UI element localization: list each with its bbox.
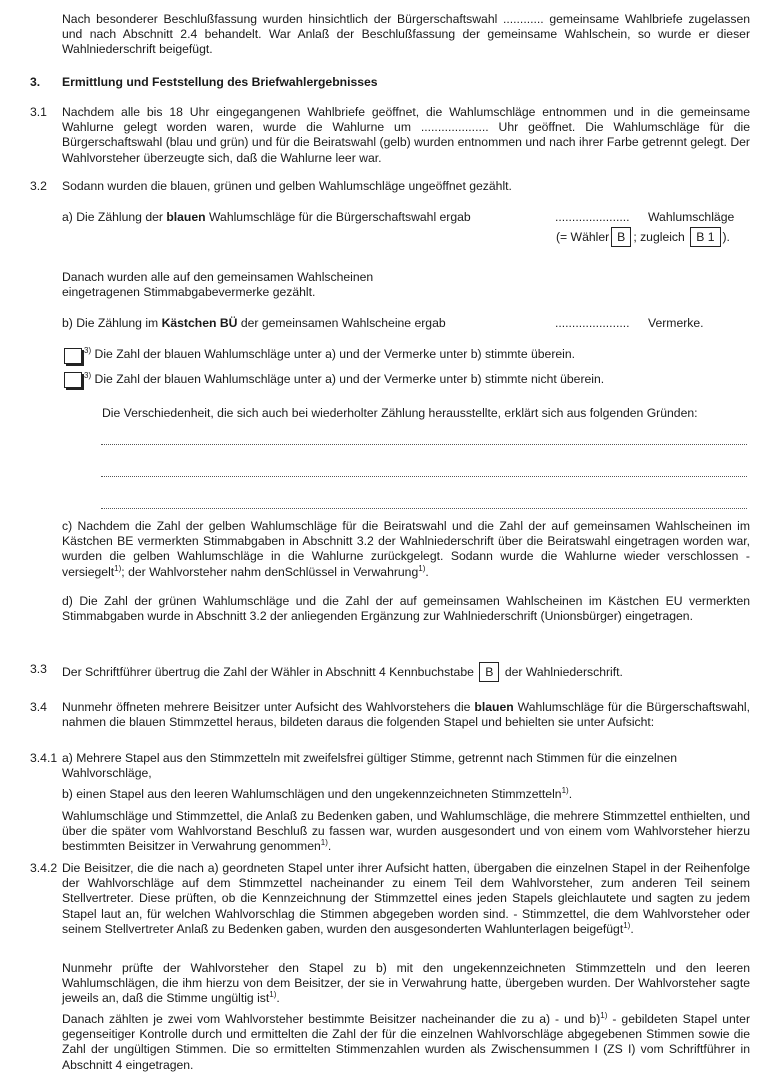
marks-unit: Vermerke.: [648, 316, 704, 330]
intro-paragraph: Nach besonderer Beschlußfassung wurden hinsichtlich der Bürgerschaftswahl ............ gemeinsame Wahlbriefe zugelassen und nach Abschnitt 2.4 behandelt. War Anlaß der Beschlußfassung der gemeinsame Wahlschein, so wurde er dieser Wahlniederschrift beigefügt.: [62, 12, 750, 57]
envelopes-unit: Wahlumschläge: [648, 210, 735, 224]
checkbox-match-label: $^{3)}$ Die Zahl der blauen Wahlumschläge unter a) und der Vermerke unter b) stimmte überein.: [84, 345, 576, 361]
checkbox-match[interactable]: [64, 348, 82, 364]
reason-line-3[interactable]: [101, 508, 747, 509]
section-3-4-2-p2: Nunmehr prüfte der Wahlvorsteher den Stapel zu b) mit den ungekennzeichneten Stimmzetteln und den leeren Wahlumschlägen, die ihm hierzu von dem Beisitzer, der sie in Verwahrung hatte, übergeben wurden. Der Wahlvorsteher sagte jeweils an, daß die Stimme ungültig ist$^{1)}$.: [62, 961, 750, 1006]
checkbox-mismatch[interactable]: [64, 372, 82, 388]
section-3-1-text: Nachdem alle bis 18 Uhr eingegangenen Wahlbriefe geöffnet, die Wahlumschläge entnommen und in die gemeinsame Wahlurne gelegt worden waren, wurde die Wahlurne um .................... Uhr geöffnet. Die Wahlumschläge für die Bürgerschaftswahl (blau und grün) und für die Beiratswahl (gelb) wurden entnommen und nach ihrer Farbe getrennt gelegt. Der Wahlvorsteher überzeugte sich, daß die Wahlurne leer war.: [62, 105, 750, 165]
section-3-4-2-p3: Danach zählten je zwei vom Wahlvorsteher bestimmte Beisitzer nacheinander die zu a) - und b)$^{1)}$ - gebildeten Stapel unter gegenseitiger Kontrolle durch und ermittelten die Zahl der für die einzelnen Wahlvorschläge abgegebenen Stimmen sowie die Zahl der ungültigen Stimmen. Die so ermittelten Stimmenzahlen wurden als Zwischensummen I (ZS I) vom Schriftführer in Abschnitt 4 eingetragen.: [62, 1010, 750, 1072]
reason-line-1[interactable]: [101, 444, 747, 445]
section-3-4-1-number: 3.4.1: [30, 751, 58, 765]
section-3-4-2-p1: Die Beisitzer, die die nach a) geordneten Stapel unter ihrer Aufsicht hatten, übergaben die einzelnen Stapel in der Reihenfolge der Wahlvorschläge auf dem Stimmzettel nacheinander zu einem Teil dem Wahlvorsteher, zum anderen Teil seinem Stellvertreter. Diese prüften, ob die Kennzeichnung der Stimmzettel eines jeden Stapels gleichlautete und sagten zu jedem Stapel laut an, für welchen Wahlvorschlag die Stimmen abgegeben worden sind. - Stimmzettel, die dem Wahlvorsteher oder seinem Stellvertreter Anlaß zu Bedenken gaben, wurden den ausgesonderten Wahlunterlagen beigefügt$^{1)}$.: [62, 861, 750, 936]
section-3-4-1-a: a) Mehrere Stapel aus den Stimmzetteln mit zweifelsfrei gültiger Stimme, getrennt nach Stimmen für die einzelnen Wahlvorschläge,: [62, 751, 678, 781]
item-b-label: b) Die Zählung im Kästchen BÜ der gemeinsamen Wahlscheine ergab: [62, 316, 446, 330]
section-3-4-1-b: b) einen Stapel aus den leeren Wahlumschlägen und den ungekennzeichneten Stimmzetteln$^{1)}$.: [62, 785, 573, 801]
checkbox-mismatch-label: $^{3)}$ Die Zahl der blauen Wahlumschläge unter a) und der Vermerke unter b) stimmte nicht überein.: [84, 370, 605, 386]
item-c-text: c) Nachdem die Zahl der gelben Wahlumschläge für die Beiratswahl und die Zahl der auf gemeinsamen Wahlscheinen im Kästchen BE vermerkten Stimmabgaben in Abschnitt 3.2 der Wahlniederschrift über die Beiratswahl eingetragen worden war, wurden die gelben Wahlumschläge in die Wahlurne zurückgelegt. Sodann wurde die Wahlurne wieder verschlossen - versiegelt$^{1)}$; der Wahlvorsteher nahm denSchlüssel in Verwahrung$^{1)}$.: [62, 519, 750, 579]
blue-envelopes-count-field[interactable]: ......................: [555, 210, 630, 224]
section-3-4-2-number: 3.4.2: [30, 861, 58, 875]
section-3-number: 3.: [30, 75, 41, 89]
section-3-4-number: 3.4: [30, 700, 47, 714]
voter-box-b1: B 1: [690, 227, 720, 247]
section-3-3-number: 3.3: [30, 662, 47, 676]
section-3-title: Ermittlung und Feststellung des Briefwahlergebnisses: [62, 75, 378, 89]
kennbuchstabe-box-b: B: [479, 662, 499, 682]
voter-box-b: B: [611, 227, 631, 247]
section-3-1-number: 3.1: [30, 105, 47, 119]
difference-text: Die Verschiedenheit, die sich auch bei wiederholter Zählung herausstellte, erklärt sich aus folgenden Gründen:: [102, 406, 698, 420]
section-3-3-text: Der Schriftführer übertrug die Zahl der Wähler in Abschnitt 4 Kennbuchstabe B der Wahlniederschrift.: [62, 662, 623, 682]
reason-line-2[interactable]: [101, 476, 747, 477]
section-3-4-1-paragraph: Wahlumschläge und Stimmzettel, die Anlaß zu Bedenken gaben, und Wahlumschläge, die mehrere Stimmzettel enthielten, und über die später vom Wahlvorstand Beschluß zu fassen war, wurden ausgesondert und von einem vom Wahlvorsteher hierzu bestimmten Beisitzer in Verwahrung genommen$^{1)}$.: [62, 809, 750, 854]
section-3-2-text: Sodann wurden die blauen, grünen und gelben Wahlumschläge ungeöffnet gezählt.: [62, 179, 512, 193]
danach-text: Danach wurden alle auf den gemeinsamen Wahlscheinen eingetragenen Stimmabgabevermerke gezählt.: [62, 270, 374, 300]
voter-equation: (= Wähler B ; zugleich B 1 ).: [556, 227, 730, 247]
section-3-2-number: 3.2: [30, 179, 47, 193]
item-d-text: d) Die Zahl der grünen Wahlumschläge und die Zahl der auf gemeinsamen Wahlscheinen im Kästchen EU vermerkten Stimmabgaben wurde in Abschnitt 3.2 der anliegenden Ergänzung zur Wahlniederschrift (Unionsbürger) eingetragen.: [62, 594, 750, 624]
section-3-4-text: Nunmehr öffneten mehrere Beisitzer unter Aufsicht des Wahlvorstehers die blauen Wahlumschläge für die Bürgerschaftswahl, nahmen die blauen Stimmzettel heraus, bildeten daraus die folgenden Stapel und behielten sie unter Aufsicht:: [62, 700, 750, 730]
marks-count-field[interactable]: ......................: [555, 316, 630, 330]
item-a-label: a) Die Zählung der blauen Wahlumschläge für die Bürgerschaftswahl ergab: [62, 210, 471, 224]
